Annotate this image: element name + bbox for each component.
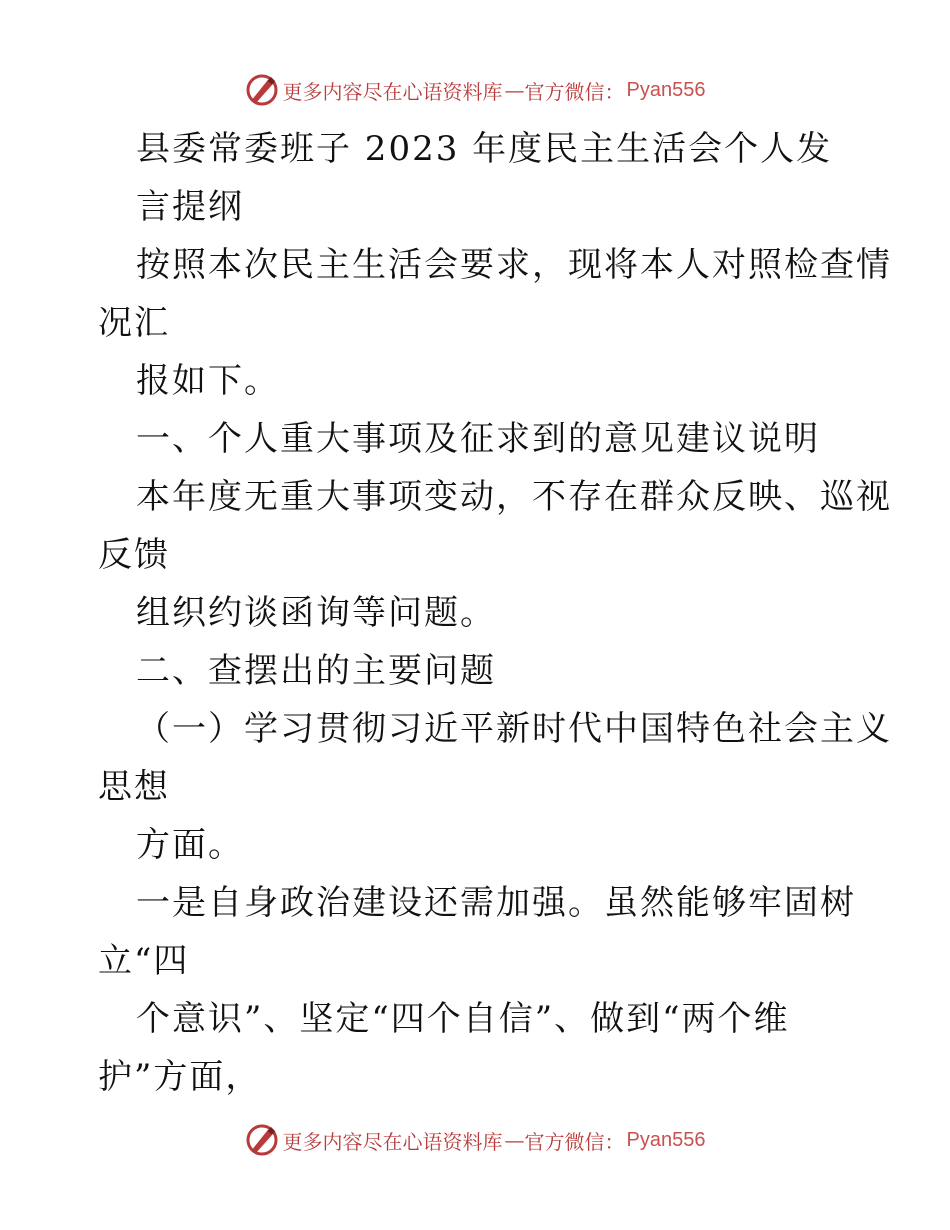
document-title-line-2: 言提纲	[136, 187, 244, 227]
subsection-heading-1: （一）学习贯彻习近平新时代中国特色社会主义	[136, 709, 892, 749]
paragraph-line: 个意识”、坚定“四个自信”、做到“两个维	[136, 999, 790, 1039]
paragraph-line: 组织约谈函询等问题。	[136, 593, 496, 633]
section-heading-1: 一、个人重大事项及征求到的意见建议说明	[136, 419, 820, 459]
watermark-brand: 更多内容尽在心语资料库	[282, 79, 503, 104]
paragraph-line: 思想	[98, 767, 170, 807]
watermark-account: Pyan556	[626, 1128, 706, 1151]
paragraph-line: 反馈	[98, 535, 170, 575]
paragraph-line: 立“四	[98, 941, 190, 981]
document-body	[98, 120, 892, 1106]
watermark-footer	[0, 1120, 950, 1160]
watermark-separator: —	[504, 78, 523, 102]
watermark-account: Pyan556	[626, 78, 706, 101]
paragraph-line: 一是自身政治建设还需加强。虽然能够牢固树	[136, 883, 856, 923]
document-title-line-1: 县委常委班子 2023 年度民主生活会个人发	[136, 129, 833, 169]
watermark-wechat-label: 官方微信：	[524, 1129, 625, 1154]
pen-logo-icon	[245, 73, 279, 107]
watermark-wechat-label: 官方微信：	[524, 79, 625, 104]
section-heading-2: 二、查摆出的主要问题	[136, 651, 496, 691]
paragraph-line: 况汇	[98, 303, 170, 343]
paragraph-line: 方面。	[136, 825, 244, 865]
paragraph-line: 本年度无重大事项变动，不存在群众反映、巡视	[136, 477, 892, 517]
paragraph-line: 报如下。	[136, 361, 280, 401]
watermark-brand: 更多内容尽在心语资料库	[282, 1129, 503, 1154]
paragraph-line: 护”方面，	[98, 1057, 262, 1097]
pen-logo-icon	[245, 1123, 279, 1157]
paragraph-line: 按照本次民主生活会要求，现将本人对照检查情	[136, 245, 892, 285]
watermark-separator: —	[504, 1128, 523, 1152]
watermark-header	[0, 70, 950, 110]
